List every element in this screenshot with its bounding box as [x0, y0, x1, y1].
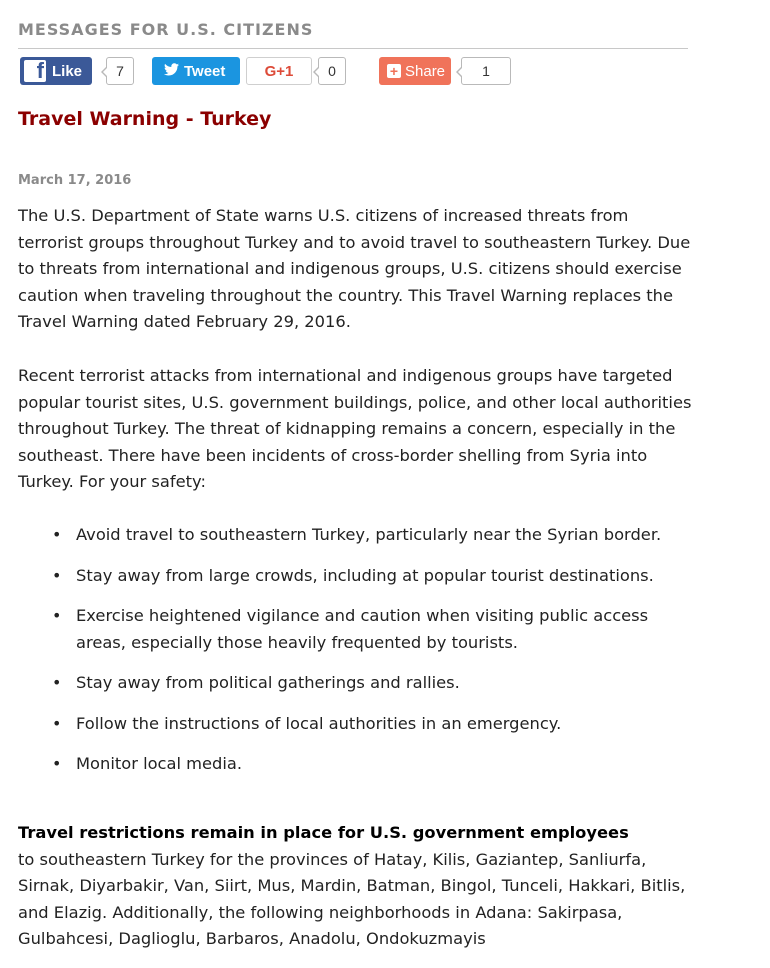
- article-paragraph-intro: The U.S. Department of State warns U.S. citizens of increased threats from terrorist groups throughout Turkey and to avoid travel to southeastern Turkey. Due to threats from international and indigenous groups, U.S. citizens should exercise caution when traveling throughout the country. This Travel Warning replaces the Travel Warning dated February 29, 2016.: [18, 206, 691, 331]
- facebook-icon: f: [24, 60, 46, 82]
- facebook-like-label: Like: [52, 62, 83, 80]
- article-paragraph-threats: Recent terrorist attacks from international and indigenous groups have targeted popular tourist sites, U.S. government buildings, police, and other local authorities throughout Turkey. The threat of kidnapping remains a concern, especially in the southeast. There have been incidents of cross-border shelling from Syria into Turkey. For your safety:: [18, 366, 692, 491]
- facebook-like-count: 7: [106, 57, 134, 85]
- share-count: 1: [461, 57, 511, 85]
- google-plus-count: 0: [318, 57, 346, 85]
- list-item: • Exercise heightened vigilance and caution when visiting public access areas, especially those heavily frequented by tourists.: [18, 603, 701, 656]
- article-title: Travel Warning - Turkey: [18, 108, 272, 130]
- share-button[interactable]: [379, 57, 451, 85]
- article-date: March 17, 2016: [18, 173, 132, 188]
- section-header: MESSAGES FOR U.S. CITIZENS: [18, 20, 314, 39]
- google-plus-one-button[interactable]: G+1: [246, 57, 312, 85]
- list-item: • Avoid travel to southeastern Turkey, particularly near the Syrian border.: [18, 522, 701, 549]
- tweet-button[interactable]: [152, 57, 240, 85]
- restrictions-text: to southeastern Turkey for the provinces of Hatay, Kilis, Gaziantep, Sanliurfa, Sirnak, Diyarbakir, Van, Siirt, Mus, Mardin, Batman, Bingol, Tunceli, Hakkari, Bitlis, and Elazig. Additionally, the following neighborhoods in Adana: Sakirpasa, Gulbahcesi, Daglioglu, Barbaros, Anadolu, Ondokuzmayis: [18, 849, 686, 948]
- header-divider: [18, 48, 688, 49]
- list-item: • Follow the instructions of local authorities in an emergency.: [18, 711, 701, 738]
- share-label: Share: [405, 62, 446, 80]
- plus-icon: +: [387, 64, 401, 78]
- facebook-like-button[interactable]: [20, 57, 92, 85]
- restrictions-lead: Travel restrictions remain in place for U.S. government employees: [18, 823, 629, 842]
- tweet-label: Tweet: [184, 62, 226, 80]
- list-item: • Stay away from large crowds, including at popular tourist destinations.: [18, 563, 701, 590]
- list-item: • Monitor local media.: [18, 751, 701, 778]
- list-item: • Stay away from political gatherings and rallies.: [18, 670, 701, 697]
- social-share-bar: [20, 57, 680, 85]
- twitter-bird-icon: [164, 63, 179, 80]
- article-paragraph-restrictions: [18, 820, 698, 953]
- safety-bullet-list: [18, 522, 718, 792]
